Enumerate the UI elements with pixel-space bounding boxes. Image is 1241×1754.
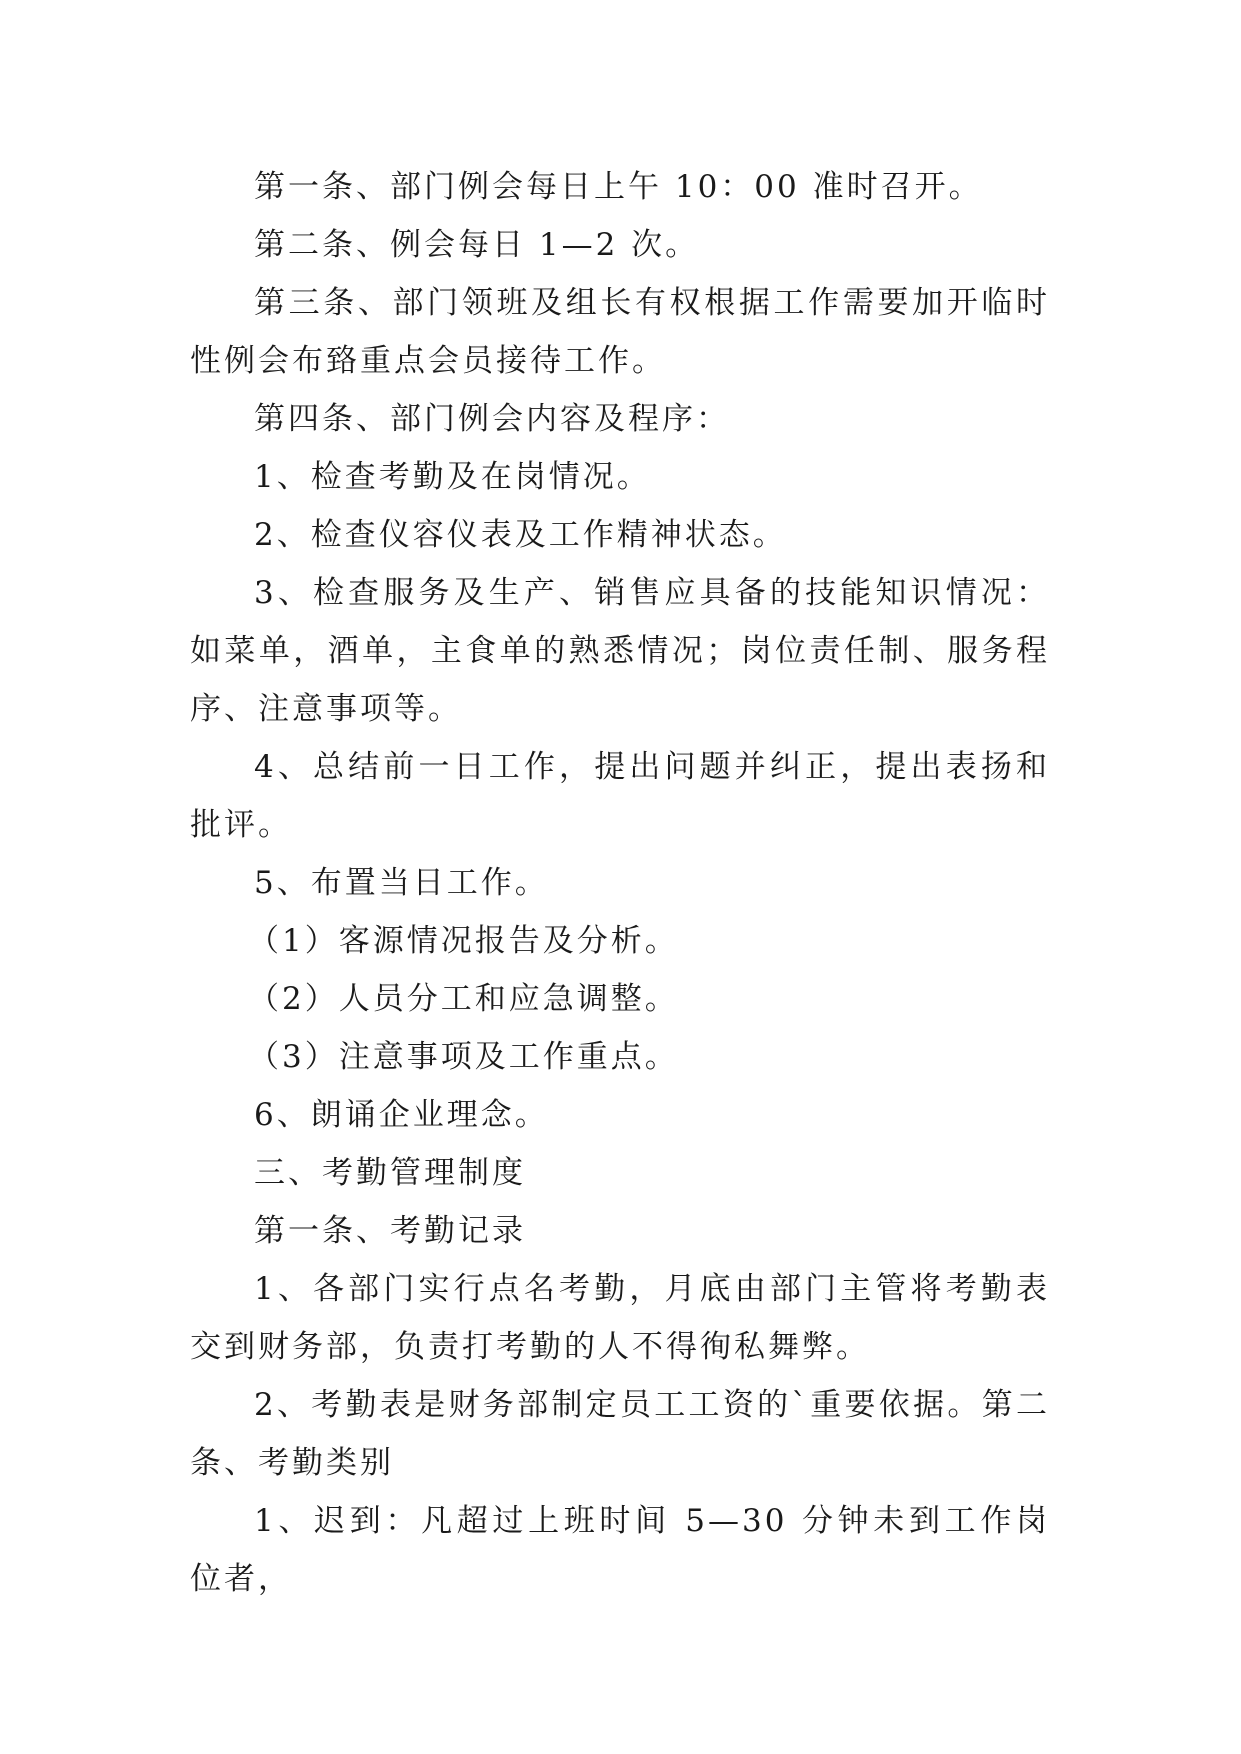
paragraph: 4、总结前一日工作，提出问题并纠正，提出表扬和批评。 [190,749,1050,843]
paragraph: 第四条、部门例会内容及程序： [254,401,730,437]
paragraph: （1）客源情况报告及分析。 [248,923,679,959]
paragraph: 第二条、例会每日 1—2 次。 [254,227,700,263]
paragraph: 1、检查考勤及在岗情况。 [254,459,651,495]
paragraph: 第一条、考勤记录 [254,1213,526,1249]
paragraph: 5、布置当日工作。 [254,865,549,901]
paragraph: 1、迟到：凡超过上班时间 5—30 分钟未到工作岗位者， [190,1503,1050,1597]
section-heading: 三、考勤管理制度 [254,1155,526,1191]
paragraph: 3、检查服务及生产、销售应具备的技能知识情况：如菜单，酒单，主食单的熟悉情况；岗位责任制、服务程序、注意事项等。 [190,575,1050,727]
paragraph: 2、检查仪容仪表及工作精神状态。 [254,517,787,553]
document-body [190,158,1050,1608]
paragraph: 第三条、部门领班及组长有权根据工作需要加开临时性例会布臵重点会员接待工作。 [190,285,1050,379]
paragraph: （2）人员分工和应急调整。 [248,981,679,1017]
paragraph: 2、考勤表是财务部制定员工工资的`重要依据。第二条、考勤类别 [190,1387,1050,1481]
paragraph: 6、朗诵企业理念。 [254,1097,549,1133]
paragraph: 1、各部门实行点名考勤，月底由部门主管将考勤表交到财务部，负责打考勤的人不得徇私舞弊。 [190,1271,1050,1365]
paragraph: （3）注意事项及工作重点。 [248,1039,679,1075]
paragraph: 第一条、部门例会每日上午 10：00 准时召开。 [254,169,983,205]
